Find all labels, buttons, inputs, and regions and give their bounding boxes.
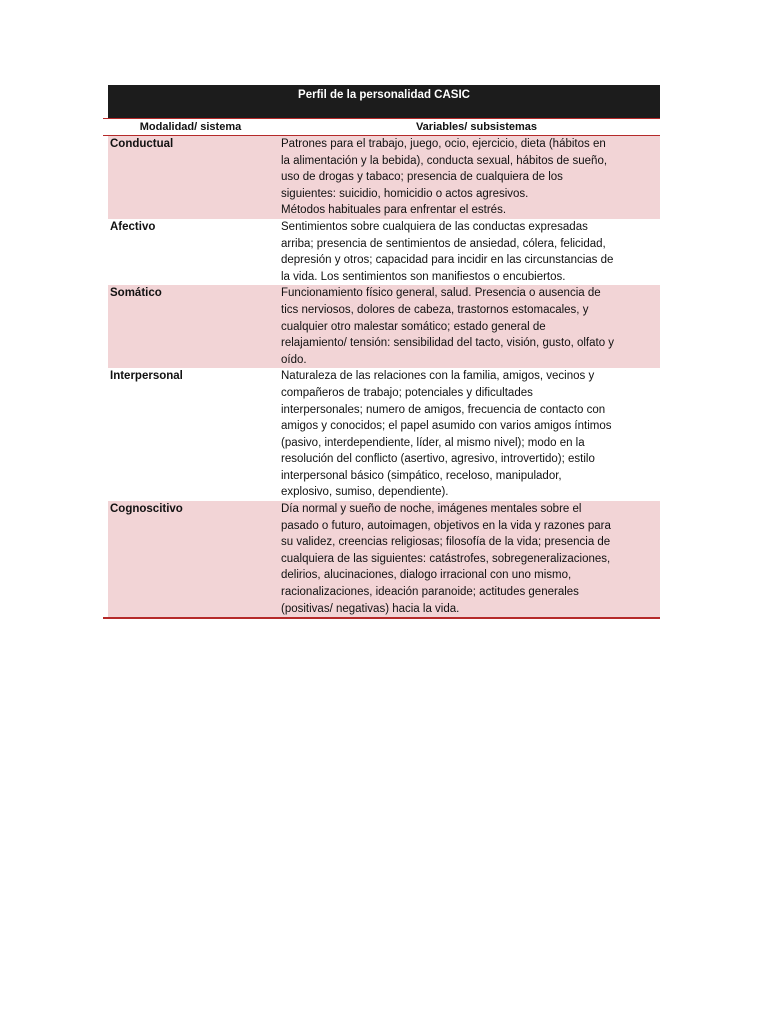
table-title: Perfil de la personalidad CASIC — [108, 85, 660, 118]
text-line: (pasivo, interdependiente, líder, al mismo nivel); modo en la — [281, 436, 585, 449]
text-line: Día normal y sueño de noche, imágenes mentales sobre el — [281, 503, 582, 516]
text-line: racionalizaciones, ideación paranoide; actitudes generales — [281, 586, 579, 599]
table-row-conductual — [108, 136, 660, 219]
text-line: interpersonales; numero de amigos, frecuencia de contacto con — [281, 403, 606, 416]
table-header-row — [103, 118, 660, 136]
text-line: amigos y conocidos; el papel asumido con varios amigos íntimos — [281, 420, 612, 433]
row-modalidad: Interpersonal — [110, 370, 183, 383]
text-line: Métodos habituales para enfrentar el estrés. — [281, 204, 507, 217]
row-variables — [278, 501, 660, 617]
row-modalidad: Somático — [110, 287, 162, 300]
text-line: compañeros de trabajo; potenciales y dificultades — [281, 386, 533, 399]
text-line: delirios, alucinaciones, dialogo irracional con uno mismo, — [281, 569, 572, 582]
text-line: siguientes: suicidio, homicidio o actos agresivos. — [281, 187, 529, 200]
text-line: uso de drogas y tabaco; presencia de cualquiera de los — [281, 171, 563, 184]
row-variables — [278, 285, 660, 368]
text-line: Funcionamiento físico general, salud. Presencia o ausencia de — [281, 287, 601, 300]
text-line: Sentimientos sobre cualquiera de las conductas expresadas — [281, 220, 588, 233]
text-line: cualquier otro malestar somático; estado general de — [281, 320, 546, 333]
text-line: explosivo, sumiso, dependiente). — [281, 486, 449, 499]
row-modalidad: Conductual — [110, 138, 174, 150]
table-bottom-rule — [103, 617, 660, 619]
header-modalidad: Modalidad/ sistema — [139, 121, 242, 133]
row-variables — [278, 368, 660, 501]
text-line: oído. — [281, 353, 307, 366]
casic-profile-table — [103, 85, 660, 619]
text-line: arriba; presencia de sentimientos de ansiedad, cólera, felicidad, — [281, 237, 606, 250]
text-line: depresión y otros; capacidad para incidir en las circunstancias de — [281, 254, 614, 267]
text-line: tics nerviosos, dolores de cabeza, trastornos estomacales, y — [281, 303, 589, 316]
text-line: resolución del conflicto (asertivo, agresivo, introvertido); estilo — [281, 453, 595, 466]
row-variables — [278, 219, 660, 285]
text-line: Naturaleza de las relaciones con la familia, amigos, vecinos y — [281, 370, 595, 383]
text-line: pasado o futuro, autoimagen, objetivos en la vida y razones para — [281, 519, 611, 532]
text-line: Patrones para el trabajo, juego, ocio, ejercicio, dieta (hábitos en — [281, 138, 606, 150]
table-row-cognoscitivo — [108, 501, 660, 617]
text-line: la vida. Los sentimientos son manifiestos o encubiertos. — [281, 270, 566, 283]
header-variables: Variables/ subsistemas — [415, 121, 538, 133]
text-line: la alimentación y la bebida), conducta sexual, hábitos de sueño, — [281, 154, 608, 167]
text-line: su validez, creencias religiosas; filosofía de la vida; presencia de — [281, 536, 611, 549]
table-row-somatico — [108, 285, 660, 368]
row-modalidad: Afectivo — [110, 220, 156, 233]
row-modalidad: Cognoscitivo — [110, 503, 183, 516]
text-line: (positivas/ negativas) hacia la vida. — [281, 602, 460, 615]
row-variables — [278, 136, 660, 219]
text-line: interpersonal básico (simpático, receloso, manipulador, — [281, 469, 562, 482]
text-line: cualquiera de las siguientes: catástrofes, sobregeneralizaciones, — [281, 552, 611, 565]
table-row-interpersonal — [108, 368, 660, 501]
table-row-afectivo — [108, 219, 660, 285]
text-line: relajamiento/ tensión: sensibilidad del tacto, visión, gusto, olfato y — [281, 337, 615, 350]
